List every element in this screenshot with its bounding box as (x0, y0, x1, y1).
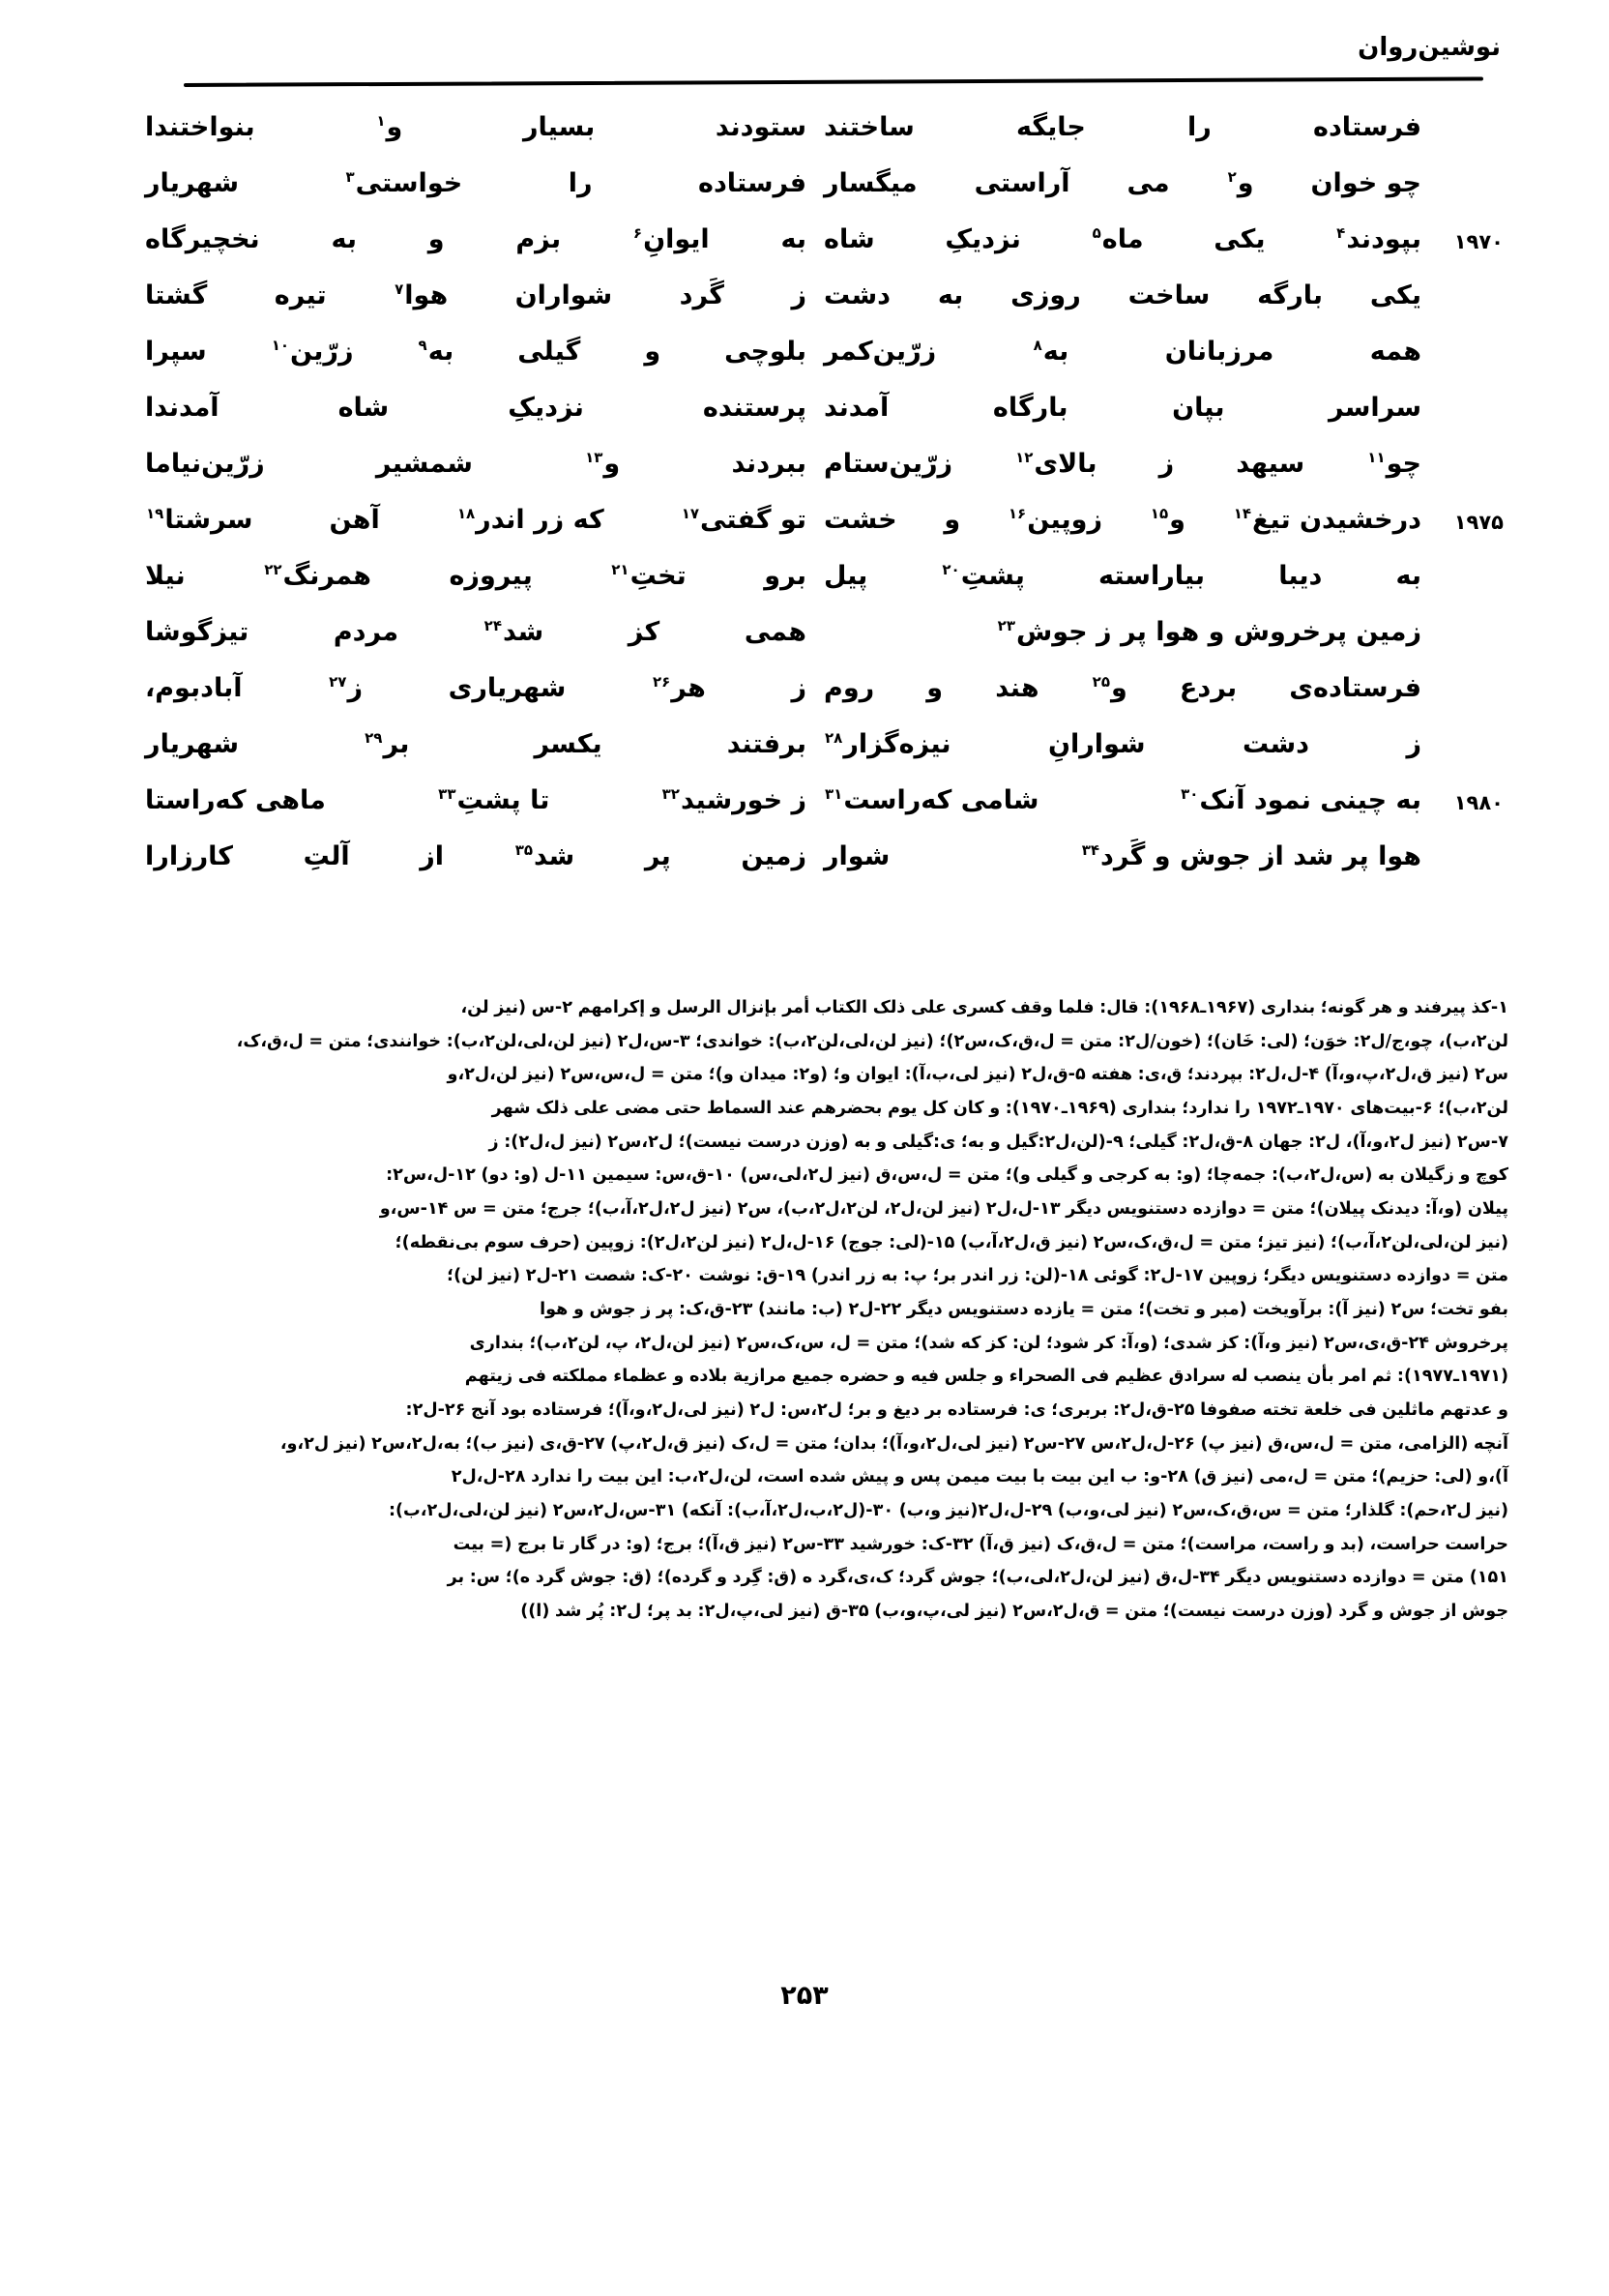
apparatus-line: (نیز لن،لی،لن۲،آ،ب)؛ (نیز تیز؛ متن = ل،ق،ک،س۲ (نیز ق،ل۲،آ،ب) ۱۵-(لی: جوج) ۱۶-ل،ل۲ (نیز لن۲،ل۲): زوپین (حرف سوم بی‌نقطه)؛ (395, 1232, 1508, 1252)
verse-word: آلتِ (303, 841, 350, 871)
verse-word: هر$^{۲۶}$ (652, 673, 706, 703)
verse-word: مرزبانان (1164, 337, 1274, 367)
verse-word: هوا$^۷$ (395, 280, 449, 310)
verse-word: نخچیرگاه (145, 224, 260, 254)
hemistich-left (145, 217, 824, 253)
verse-word: شمشیر (375, 449, 473, 479)
running-title: نوشین‌روان (1358, 33, 1501, 62)
verse-word: روم (824, 673, 875, 703)
verse-word: زرّین‌ستام (824, 449, 953, 479)
verse-word: پیروزه (449, 561, 533, 591)
verse-word: شاه (337, 393, 390, 423)
hemistich-right (824, 161, 1503, 197)
verse-word: چو خوان (1310, 168, 1421, 198)
verse-word: کارزارا (145, 841, 233, 871)
verse-word: به (331, 224, 357, 254)
verse-row (145, 778, 1503, 834)
verse-word: و$^۱$ (376, 112, 403, 142)
verse-word: پشتِ$^{۲۰}$ (942, 561, 1025, 591)
verse-word: شوارانِ (1047, 729, 1146, 759)
verse-word: به$^۹$ (418, 337, 454, 367)
verse-word: درخشیدن تیغ$^{۱۴}$ (1233, 505, 1421, 535)
variant-marker: ۳۴ (1081, 841, 1100, 859)
hemistich-left (145, 104, 824, 141)
verse-word: دشت (824, 280, 891, 310)
verse-word: شهریار (145, 729, 240, 759)
verse-word: شهریار (145, 168, 240, 198)
hemistich-left (145, 441, 824, 478)
hemistich-left (145, 385, 824, 422)
variant-marker: ۲۵ (1092, 673, 1110, 691)
variant-marker: ۶ (632, 224, 643, 242)
verse-word: همه (1369, 337, 1421, 367)
verse-word: بر$^{۲۹}$ (365, 729, 410, 759)
verse-word: تیره (274, 280, 327, 310)
variant-marker: ۲۴ (483, 617, 502, 634)
variant-marker: ۱۷ (681, 505, 700, 522)
variant-marker: ۷ (395, 280, 404, 298)
variant-marker: ۲۶ (652, 673, 671, 691)
verse-word: آمدند (824, 393, 890, 423)
verse-word: سپرا (145, 337, 207, 367)
hemistich-left (145, 161, 824, 197)
variant-marker: ۱۹ (146, 505, 164, 522)
verse-row (145, 104, 1503, 161)
apparatus-line: جوش از جوش و گرد (وزن درست نیست)؛ متن = ق،ل۲،س۲ (نیز لی،پ،و،ب) ۳۵-ق (نیز لی،پ،ل۲: بد پر؛ ل۲: پُر شد (ا)) (520, 1601, 1508, 1621)
verse-word: شاه (824, 224, 875, 254)
verse-word: زرّین‌کمر (824, 337, 937, 367)
verse-word: خشت (824, 505, 897, 535)
verse-word: بارگاه (992, 393, 1068, 423)
header-rule (184, 76, 1483, 87)
variant-marker: ۴ (1336, 224, 1346, 242)
verse-word: سرشتا$^{۱۹}$ (146, 505, 253, 535)
hemistich-right (824, 104, 1503, 141)
verse-word: ایوانِ$^۶$ (632, 224, 710, 254)
verse-row (145, 161, 1503, 217)
verse-word: برو (764, 561, 806, 591)
verse-word: که زر اندر$^{۱۸}$ (456, 505, 604, 535)
verse-word: شد$^{۲۴}$ (483, 617, 544, 647)
verse-row (145, 329, 1503, 385)
hemistich-right (824, 609, 1503, 646)
apparatus-line: متن = دوازده دستنویس دیگر؛ زوپین ۱۷-ل۲: گوئی ۱۸-(لن: زر اندر بر؛ پ: به زر اندر) ۱۹-ق: نوشت ۲۰-ک: شصت ۲۱-ل۲ (نیز لن)؛ (447, 1266, 1508, 1286)
verse-row (145, 834, 1503, 890)
verse-word: همرنگ$^{۲۲}$ (264, 561, 371, 591)
variant-marker: ۳۲ (661, 785, 680, 803)
verse-word: به (937, 280, 964, 310)
verse-word: نیلا (145, 561, 186, 591)
variant-marker: ۳۳ (438, 785, 456, 803)
verse-word: و (644, 337, 661, 367)
verse-word: دیبا (1278, 561, 1323, 591)
verse-word: زمین (741, 841, 806, 871)
verse-word: گیلی (517, 337, 581, 367)
verse-word: به (780, 224, 806, 254)
hemistich-left (145, 778, 824, 814)
variant-marker: ۲۱ (611, 561, 629, 578)
verse-word: آراستی (974, 168, 1070, 198)
variant-marker: ۳۱ (825, 785, 843, 803)
verse-word: ساخت (1127, 280, 1211, 310)
bayt-number: ۱۹۸۰ (1453, 791, 1504, 814)
verse-word: آبادبوم، (145, 673, 243, 703)
verse-word: دشت (1243, 729, 1309, 759)
verse-word: ز (791, 280, 806, 310)
verse-word: و (944, 505, 961, 535)
bayt-number: ۱۹۷۰ (1453, 230, 1504, 253)
verse-word: تو گفتی$^{۱۷}$ (681, 505, 806, 535)
verse-word: نزدیکِ (945, 224, 1021, 254)
bayt-number: ۱۹۷۵ (1453, 511, 1504, 534)
verse-word: به (1395, 561, 1421, 591)
hemistich-left (145, 609, 824, 646)
variant-marker: ۸ (1033, 337, 1042, 354)
verse-word: شد$^{۳۵}$ (514, 841, 575, 871)
verse-word: به چینی نمود آنک$^{۳۰}$ (1181, 785, 1421, 815)
verse-word: گَرد (679, 280, 725, 310)
verse-word: جایگه (1016, 112, 1086, 142)
hemistich-right (824, 497, 1503, 534)
verse-word: یکی (1214, 224, 1266, 254)
hemistich-left (145, 834, 824, 870)
verse-word: پیل (824, 561, 868, 591)
variant-marker: ۵ (1092, 224, 1101, 242)
verse-word: ز$^{۲۷}$ (329, 673, 363, 703)
verse-word: بپودند$^۴$ (1336, 224, 1421, 254)
verse-word: برفتند (726, 729, 806, 759)
verse-word: گشتا (145, 280, 208, 310)
verse-word: شواران (514, 280, 613, 310)
verse-row (145, 441, 1503, 497)
apparatus-line: پرخروش ۲۴-ق،ی،س۲ (نیز و،آ): کز شدی؛ (و،آ: کر شود؛ لن: کز که شد)؛ متن = ل، س،ک،س۲ (نیز لن،ل۲، پ، لن۲،ب)؛ بنداری (469, 1333, 1508, 1353)
hemistich-right (824, 778, 1503, 814)
apparatus-line: (۱۹۷۱ـ۱۹۷۷): ثم امر بأن ینصب له سرادق عظیم فی الصحراء و جلس فیه و حضره جمیع مرازیة بلاده و عظماء مملکته فی زیتهم (464, 1367, 1508, 1387)
verse-word: زوپین$^{۱۶}$ (1008, 505, 1103, 535)
hemistich-right (824, 217, 1503, 253)
variant-marker: ۱۱ (1367, 449, 1386, 466)
apparatus-line: ۱-کذ پیرفند و هر گونه؛ بنداری (۱۹۶۷ـ۱۹۶۸): قال: فلما وقف کسری علی ذلک الکتاب أمر بإنزال الرسل و إکرامهم ۲-س (نیز لن، (460, 998, 1508, 1017)
verse-word: روزی (1010, 280, 1081, 310)
variant-marker: ۲۲ (264, 561, 282, 578)
verse-word: خواستی$^۳$ (345, 168, 463, 198)
verse-word: بالای$^{۱۲}$ (1015, 449, 1097, 479)
hemistich-left (145, 329, 824, 366)
verse-word: یکسر (534, 729, 602, 759)
verse-word: یکی (1369, 280, 1421, 310)
hemistich-right (824, 329, 1503, 366)
verse-word: و$^{۱۵}$ (1150, 505, 1185, 535)
verse-word: بنواختندا (145, 112, 255, 142)
apparatus-line: پیلان (و،آ: دیدنک پیلان)؛ متن = دوازده دستنویس دیگر ۱۳-ل،ل۲ (نیز لن،ل۲، لن۲،ل۲،ب)، س۲ (نیز ل۲،ل۲،آ،ب)؛ جرج؛ متن = س ۱۴-س،و (379, 1198, 1508, 1219)
verse-block (145, 104, 1503, 890)
hemistich-right (824, 834, 1503, 870)
verse-row (145, 665, 1503, 721)
hemistich-right (824, 553, 1503, 590)
verse-word: را (568, 168, 593, 198)
apparatus-line: حراست حراست، (بد و راست، مراست)؛ متن = ل،ق،ک (نیز ق،آ) ۳۲-ک: خورشید ۳۳-س۲ (نیز ق،آ)؛ برج؛ (و: در گار تا برج (= بیت (453, 1534, 1508, 1554)
verse-word: و (926, 673, 944, 703)
verse-word: سراسر (1329, 393, 1421, 423)
verse-word: پرستنده (702, 393, 806, 423)
hemistich-left (145, 497, 824, 534)
hemistich-left (145, 553, 824, 590)
verse-word: فرستاده‌ی (1289, 673, 1421, 703)
hemistich-left (145, 665, 824, 702)
variant-marker: ۲۸ (825, 729, 843, 747)
verse-word: زمین پرخروش و هوا پر ز جوش$^{۲۳}$ (997, 617, 1421, 647)
variant-marker: ۱۰ (271, 337, 289, 354)
verse-word: میگسار (824, 168, 918, 198)
variant-marker: ۳۰ (1181, 785, 1199, 803)
verse-word: تا پشتِ$^{۳۳}$ (438, 785, 550, 815)
verse-word: و (427, 224, 445, 254)
variant-marker: ۲ (1227, 168, 1237, 186)
verse-word: را (1187, 112, 1212, 142)
verse-word: پر (644, 841, 671, 871)
variant-marker: ۱۸ (456, 505, 476, 522)
verse-row (145, 217, 1503, 273)
apparatus-line: و عدتهم ماثلین فی خلعة تخته صفوفا ۲۵-ق،ل۲: بربری؛ ی: فرستاده بر دیغ و بر؛ ل۲،س: ل۲ (نیز لی،ل۲،و،آ)؛ فرستاده بود آنج ۲۶-ل۲: (405, 1399, 1508, 1420)
apparatus-line: س۲ (نیز ق،ل۲،پ،و،آ) ۴-ل،ل۲: بپردند؛ ق،ی: هفته ۵-ق،ل۲ (نیز لی،ب،آ): ایوان و؛ (و۲: میدان و)؛ متن = ل،س،س۲ (نیز لن،ل۲،و (447, 1065, 1508, 1085)
verse-word: از (420, 841, 445, 871)
hemistich-right (824, 441, 1503, 478)
variant-marker: ۱۲ (1015, 449, 1034, 466)
variant-marker: ۱۶ (1008, 505, 1027, 522)
variant-marker: ۲۹ (365, 729, 383, 747)
verse-word: آمدندا (145, 393, 219, 423)
verse-word: ز (1406, 729, 1421, 759)
verse-word: بپان (1172, 393, 1225, 423)
verse-word: ساختند (824, 112, 915, 142)
variant-marker: ۲۳ (997, 617, 1015, 634)
verse-word: می (1126, 168, 1170, 198)
verse-word: ز خورشید$^{۳۲}$ (661, 785, 806, 815)
variant-marker: ۱۴ (1233, 505, 1251, 522)
apparatus-line: لن۲،ب)، چو،ج/ل۲: خوَن؛ (لی: خَان)؛ (خون/ل۲: متن = ل،ق،ک،س۲)؛ (نیز لن،لی،لن۲،ب): خواندی؛ ۳-س،ل۲ (نیز لن،لی،لن۲،ب): خوانندی؛ متن = ل،ق،ک، (236, 1031, 1508, 1051)
verse-word: آهن (329, 505, 380, 535)
verse-row (145, 497, 1503, 553)
verse-word: بیاراسته (1098, 561, 1206, 591)
hemistich-left (145, 721, 824, 758)
verse-word: ماهی که‌راستا (145, 785, 326, 815)
verse-word: ماه$^۵$ (1092, 224, 1144, 254)
verse-word: تختِ$^{۲۱}$ (611, 561, 687, 591)
verse-word: نیزه‌گزار$^{۲۸}$ (825, 729, 951, 759)
apparatus-line: ۷-س۲ (نیز ل۲،و،آ)، ل۲: جهان ۸-ق،ل۲: گیلی؛ ۹-(لن،ل۲:گیل و به؛ ی:گیلی و به (وزن درست نیست)؛ ل۲،س۲ (نیز ل،ل۲): ز (488, 1132, 1508, 1152)
verse-word: مردم (333, 617, 399, 647)
variant-marker: ۳ (345, 168, 355, 186)
hemistich-right (824, 665, 1503, 702)
apparatus-line: (نیز ل۲،حم): گلذار؛ متن = س،ق،ک،س۲ (نیز لی،و،ب) ۲۹-ل،ل۲(نیز و،ب) ۳۰-(ل۲،ب،ل۲،آ،ب): آنکه) ۳۱-س،ل۲،س۲ (نیز لن،لی،ل۲،ب): (388, 1500, 1508, 1520)
verse-row (145, 553, 1503, 609)
apparatus-line: ۱۵۱) متن = دوازده دستنویس دیگر ۳۴-ل،ق (نیز لن،ل۲،لی،ب)؛ جوش گرد؛ ک،ی،گرد ه (ق: گِرد و گرده)؛ (ق: جوش گرد ه)؛ س: بر (447, 1568, 1508, 1588)
variant-marker: ۱۳ (585, 449, 603, 466)
hemistich-right (824, 721, 1503, 758)
verse-word: بارگه (1257, 280, 1324, 310)
verse-word: شامی که‌راست$^{۳۱}$ (825, 785, 1039, 815)
verse-word: فرستاده (1313, 112, 1421, 142)
verse-row (145, 609, 1503, 665)
verse-word: ز (791, 673, 806, 703)
verse-row (145, 385, 1503, 441)
verse-word: ببردند (731, 449, 806, 479)
verse-word: همی (744, 617, 806, 647)
variant-marker: ۱ (376, 112, 386, 130)
verse-word: ز (1158, 449, 1175, 479)
verse-word: چو$^{۱۱}$ (1367, 449, 1421, 479)
verse-word: نزدیکِ (508, 393, 584, 423)
verse-word: به$^۸$ (1033, 337, 1069, 367)
variant-marker: ۲۰ (942, 561, 960, 578)
verse-word: شوار (824, 841, 891, 871)
page-header (0, 27, 1609, 85)
variant-marker: ۹ (418, 337, 427, 354)
critical-apparatus (120, 991, 1508, 1628)
variant-marker: ۲۷ (329, 673, 347, 691)
verse-word: زرّین‌نیاما (145, 449, 265, 479)
verse-row (145, 721, 1503, 778)
verse-word: کز (628, 617, 660, 647)
apparatus-line: آنچه (الزامی، متن = ل،س،ق (نیز پ) ۲۶-ل،ل۲،س ۲۷-س۲ (نیز لی،ل۲،و،آ)؛ بدان؛ متن = ل،ک (نیز ق،ل۲،پ) ۲۷-ق،ی (نیز ب)؛ به،ل۲،س۲ (نیز ل۲،و، (279, 1433, 1508, 1454)
verse-word: شهریاری (448, 673, 567, 703)
apparatus-line: بفو تخت؛ س۲ (نیز آ): برآویخت (مبر و تخت)؛ متن = یازده دستنویس دیگر ۲۲-ل۲ (ب: مانند) ۲۳-ق،ک: پر ز جوش و هوا (540, 1299, 1508, 1319)
hemistich-right (824, 273, 1503, 309)
verse-word: هوا پر شد از جوش و گَرد$^{۳۴}$ (1081, 841, 1421, 871)
verse-word: زرّین$^{۱۰}$ (271, 337, 354, 367)
verse-word: و$^۲$ (1227, 168, 1254, 198)
verse-word: و$^{۱۳}$ (585, 449, 621, 479)
verse-word: تیزگوشا (145, 617, 249, 647)
verse-word: بلوچی (724, 337, 806, 367)
hemistich-right (824, 385, 1503, 422)
verse-word: هند (995, 673, 1039, 703)
variant-marker: ۳۵ (514, 841, 534, 859)
apparatus-line: لن۲،ب)؛ ۶-بیت‌های ۱۹۷۰ـ۱۹۷۲ را ندارد؛ بنداری (۱۹۶۹ـ۱۹۷۰): و کان کل یوم بحضرهم عند السماط حتی مضی علی ذلک شهر (491, 1098, 1508, 1118)
folio-number: ۲۵۳ (780, 1981, 829, 2011)
apparatus-line: آ)،و (لی: حزیم)؛ متن = ل،می (نیز ق) ۲۸-و: ب این بیت با بیت میمن پس و پیش شده است، لن،ل۲،ب: این بیت را ندارد ۲۸-ل،ل۲ (451, 1467, 1508, 1487)
verse-row (145, 273, 1503, 329)
verse-word: بسیار (522, 112, 596, 142)
verse-word: فرستاده (698, 168, 806, 198)
verse-word: ستودند (715, 112, 806, 142)
verse-word: سیهد (1236, 449, 1305, 479)
verse-word: بزم (515, 224, 562, 254)
verse-word: بردع (1179, 673, 1238, 703)
variant-marker: ۱۵ (1150, 505, 1169, 522)
apparatus-line: کوچ و زگیلان به (س،ل۲،ب): جمه‌چا؛ (و: به کرجی و گیلی و)؛ متن = ل،س،ق (نیز ل۲،لی،س) ۱۰-ق،س: سیمین ۱۱-ل (و: دو) ۱۲-ل،س۲: (386, 1165, 1508, 1186)
hemistich-left (145, 273, 824, 309)
verse-word: و$^{۲۵}$ (1092, 673, 1127, 703)
